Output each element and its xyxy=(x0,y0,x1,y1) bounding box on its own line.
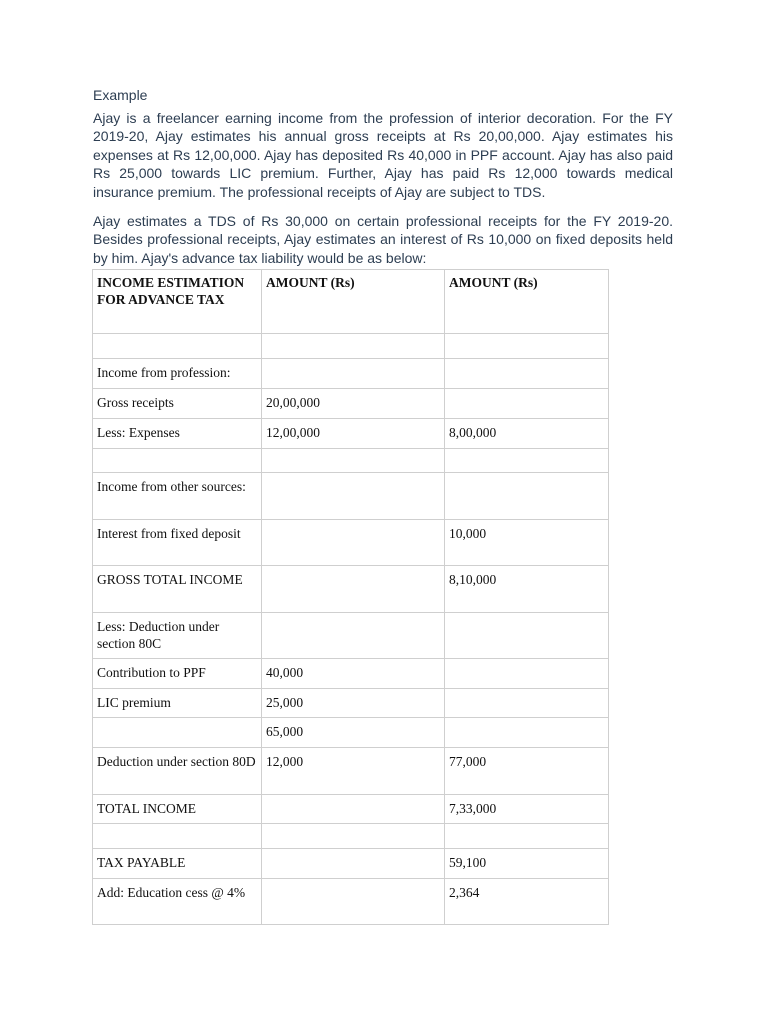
table-row xyxy=(93,613,609,659)
table-cell xyxy=(93,824,262,849)
table-cell xyxy=(93,718,262,748)
table-cell xyxy=(262,613,445,659)
table-cell: 77,000 xyxy=(445,748,609,795)
table-cell: 20,00,000 xyxy=(262,389,445,419)
table-cell: 12,00,000 xyxy=(262,419,445,449)
table-cell: Income from profession: xyxy=(93,359,262,389)
table-cell xyxy=(445,718,609,748)
table-cell xyxy=(445,613,609,659)
table-cell: 2,364 xyxy=(445,879,609,925)
table-cell: TOTAL INCOME xyxy=(93,795,262,824)
header-amount-2: AMOUNT (Rs) xyxy=(445,270,609,334)
table-cell: Income from other sources: xyxy=(93,473,262,520)
table-cell: Less: Expenses xyxy=(93,419,262,449)
table-row xyxy=(93,748,609,795)
table-cell xyxy=(262,449,445,473)
table-row xyxy=(93,795,609,824)
table-cell: 12,000 xyxy=(262,748,445,795)
table-cell: Interest from fixed deposit xyxy=(93,520,262,566)
table-cell xyxy=(445,359,609,389)
table-cell: 8,10,000 xyxy=(445,566,609,613)
table-row xyxy=(93,689,609,718)
table-cell: Gross receipts xyxy=(93,389,262,419)
table-cell xyxy=(262,795,445,824)
table-row xyxy=(93,419,609,449)
table-cell: 25,000 xyxy=(262,689,445,718)
table-cell: 7,33,000 xyxy=(445,795,609,824)
table-row xyxy=(93,389,609,419)
table-row xyxy=(93,659,609,689)
example-heading: Example xyxy=(93,87,148,103)
table-cell xyxy=(445,334,609,359)
table-cell: Contribution to PPF xyxy=(93,659,262,689)
table-cell xyxy=(262,824,445,849)
table-cell xyxy=(262,879,445,925)
table-cell xyxy=(445,689,609,718)
table-cell: 65,000 xyxy=(262,718,445,748)
table-cell: 40,000 xyxy=(262,659,445,689)
table-cell xyxy=(93,449,262,473)
table-cell: Add: Education cess @ 4% xyxy=(93,879,262,925)
table-row xyxy=(93,520,609,566)
table-cell: 10,000 xyxy=(445,520,609,566)
table-cell xyxy=(445,389,609,419)
table-cell: LIC premium xyxy=(93,689,262,718)
table-row xyxy=(93,879,609,925)
table-cell xyxy=(262,849,445,879)
advance-tax-table xyxy=(92,269,609,925)
header-income-estimation: INCOME ESTIMATION FOR ADVANCE TAX xyxy=(93,270,262,334)
tds-paragraph: Ajay estimates a TDS of Rs 30,000 on certain professional receipts for the FY 2019-20. Besides professional receipts, Ajay estimates an interest of Rs 10,000 on fixed deposits held by him. Ajay's advance tax liability would be as below: xyxy=(93,213,673,266)
table-row xyxy=(93,849,609,879)
table-cell xyxy=(262,520,445,566)
table-row xyxy=(93,334,609,359)
table-cell: 8,00,000 xyxy=(445,419,609,449)
table-row xyxy=(93,824,609,849)
table-row xyxy=(93,473,609,520)
table-cell xyxy=(262,359,445,389)
table-row xyxy=(93,449,609,473)
table-cell xyxy=(445,449,609,473)
table-cell: TAX PAYABLE xyxy=(93,849,262,879)
table-cell xyxy=(93,334,262,359)
table-cell xyxy=(262,334,445,359)
header-amount-1: AMOUNT (Rs) xyxy=(262,270,445,334)
table-cell: 59,100 xyxy=(445,849,609,879)
table-cell xyxy=(445,473,609,520)
table-cell xyxy=(445,824,609,849)
table-cell xyxy=(445,659,609,689)
table-row xyxy=(93,359,609,389)
table-cell xyxy=(262,566,445,613)
table-cell: Deduction under section 80D xyxy=(93,748,262,795)
table-cell: Less: Deduction under section 80C xyxy=(93,613,262,659)
table-row xyxy=(93,718,609,748)
table-cell xyxy=(262,473,445,520)
table-header-row xyxy=(93,270,609,334)
table-row xyxy=(93,566,609,613)
intro-paragraph: Ajay is a freelancer earning income from the profession of interior decoration. For the FY 2019-20, Ajay estimates his annual gross receipts at Rs 20,00,000. Ajay estimates his expenses at Rs 12,00,000. Ajay has deposited Rs 40,000 in PPF account. Ajay has also paid Rs 25,000 towards LIC premium. Further, Ajay has paid Rs 12,000 towards medical insurance premium. The professional receipts of Ajay are subject to TDS. xyxy=(93,110,673,200)
table-cell: GROSS TOTAL INCOME xyxy=(93,566,262,613)
